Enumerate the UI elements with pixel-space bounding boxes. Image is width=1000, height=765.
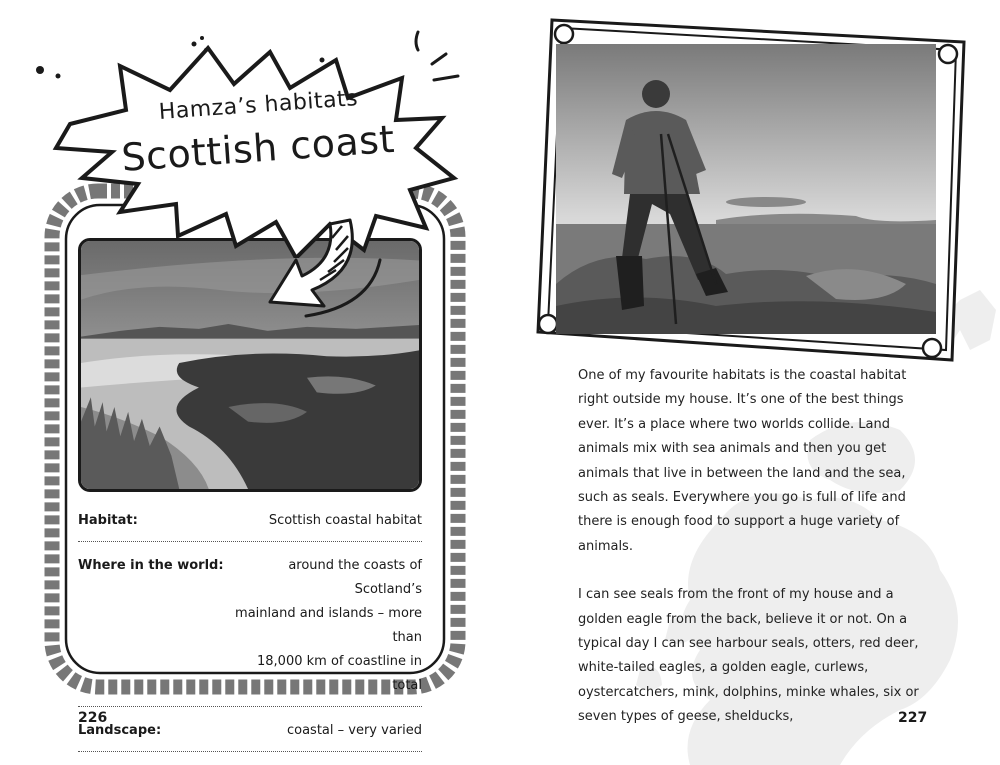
fact-value-line: mainland and islands – more than [235,606,422,645]
fact-row-landscape [78,715,422,752]
burst-subtitle: Hamza’s habitats [158,86,359,125]
fact-row-habitat [78,505,422,542]
fact-label: Habitat: [78,513,138,528]
body-text [578,364,938,754]
fact-label: Landscape: [78,723,162,738]
fact-label: Where in the world: [78,558,224,573]
page-number-left: 226 [78,710,108,726]
habitat-facts [78,505,422,760]
fact-value-line: coastal – very varied [286,723,422,738]
page-number-right: 227 [898,710,928,726]
hiker-photo [556,44,936,334]
fact-value [287,719,422,743]
burst-title: Scottish coast [120,116,397,180]
fact-value-line: Scottish coastal habitat [268,513,422,528]
paragraph: One of my favourite habitats is the coastal habitat right outside my house. It’s one of the best things ever. It’s a place where two worlds collide. Land animals mix with sea animals and then you get animals that live in between the land and the sea, such as seals. Everywhere you go is full of life and there is enough food to support a huge variety of animals. [578,368,907,554]
fact-row-where [78,550,422,707]
fact-value [224,554,422,698]
curved-arrow-icon [262,210,392,330]
paragraph: I can see seals from the front of my house and a golden eagle from the back, believe it or not. On a typical day I can see harbour seals, otters, red deer, white-tailed eagles, a golden eagle, curlews, oystercatchers, mink, dolphins, minke whales, six or seven types of geese, shelducks, [578,587,919,725]
fact-value-line: 18,000 km of coastline in total [257,654,422,693]
fact-value [269,509,422,533]
fact-value-line: around the coasts of Scotland’s [288,558,422,597]
